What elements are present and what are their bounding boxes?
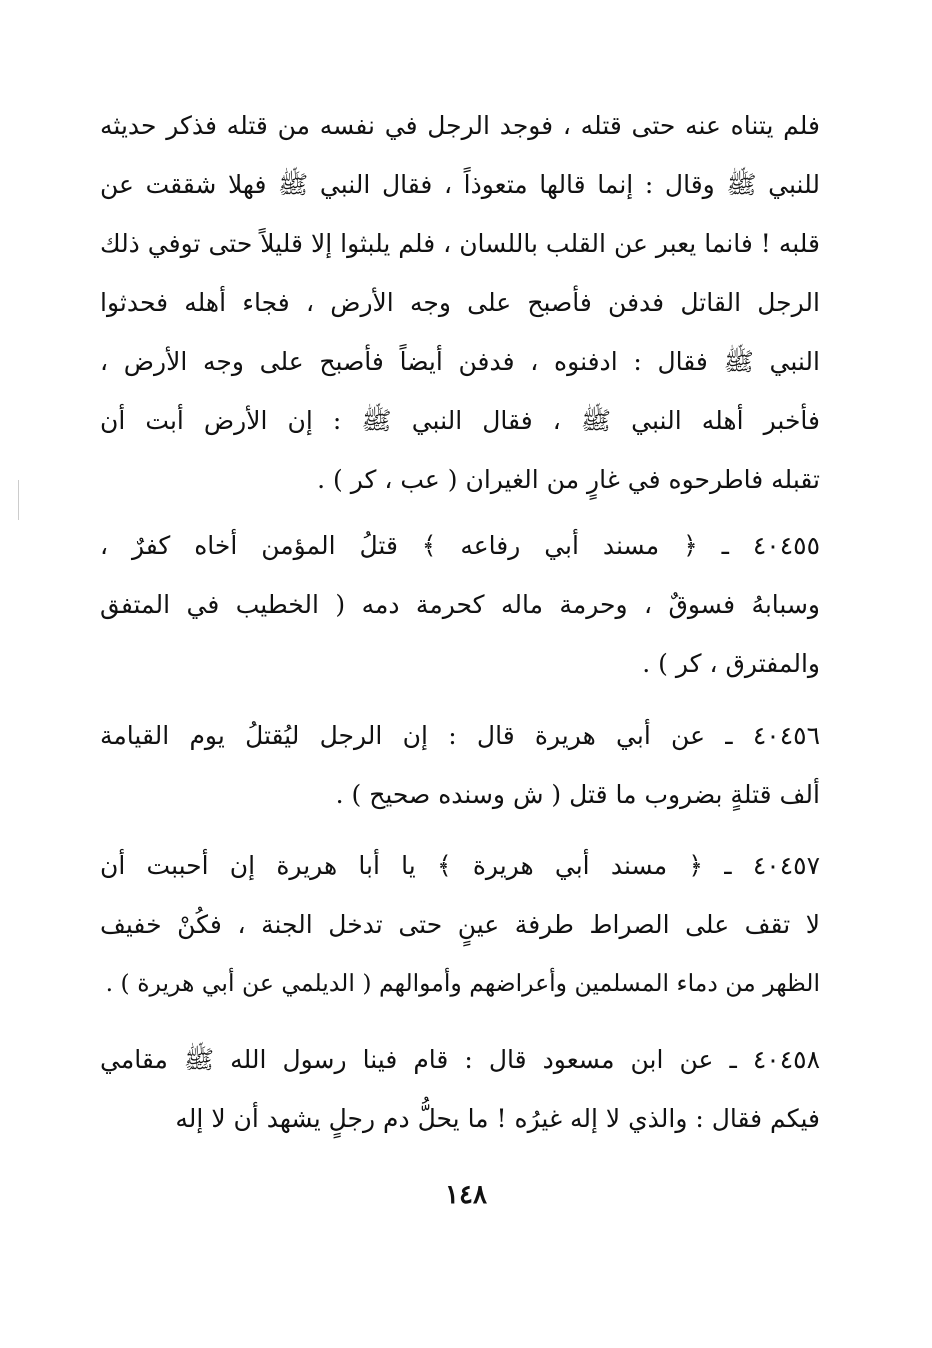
text-line: ٤٠٤٥٧ ـ ﴿ مسند أبي هريرة ﴾ يا أبا هريرة إن أحببت أن xyxy=(100,851,820,880)
text-line: فيكم فقال : والذي لا إله غيرُه ! ما يحلُّ دم رجلٍ يشهد أن لا إله xyxy=(175,1104,820,1133)
scan-edge-mark xyxy=(18,480,19,520)
text-line: النبي ﷺ فقال : ادفنوه ، فدفن أيضاً فأصبح على وجه الأرض ، xyxy=(100,347,820,376)
text-line: فأخبر أهله النبي ﷺ ، فقال النبي ﷺ : إن الأرض أبت أن xyxy=(100,406,820,435)
text-line: وسبابهُ فسوقٌ ، وحرمة ماله كحرمة دمه ( الخطيب في المتفق xyxy=(100,590,820,619)
text-line: للنبي ﷺ وقال : إنما قالها متعوذاً ، فقال النبي ﷺ فهلا شققت عن xyxy=(100,170,820,199)
text-line: ٤٠٤٥٥ ـ ﴿ مسند أبي رفاعه ﴾ قتلُ المؤمن أخاه كفرٌ ، xyxy=(100,531,820,560)
text-line: لا تقف على الصراط طرفة عينٍ حتى تدخل الجنة ، فكُنْ خفيف xyxy=(100,910,820,939)
hadith-40458 xyxy=(100,1030,820,1148)
hadith-40455 xyxy=(100,516,820,693)
hadith-40457 xyxy=(100,836,820,1013)
text-line: تقبله فاطرحوه في غارٍ من الغيران ( عب ، كر ) . xyxy=(317,465,820,494)
text-line: قلبه ! فانما يعبر عن القلب باللسان ، فلم يلبثوا إلا قليلاً حتى توفي ذلك xyxy=(100,229,820,258)
text-line: الظهر من دماء المسلمين وأعراضهم وأموالهم ( الديلمي عن أبي هريرة ) . xyxy=(105,969,820,997)
text-line: الرجل القاتل فدفن فأصبح على وجه الأرض ، فجاء أهله فحدثوا xyxy=(100,288,820,317)
page-number: ١٤٨ xyxy=(445,1180,487,1210)
text-line: ٤٠٤٥٦ ـ عن أبي هريرة قال : إن الرجل ليُقتلُ يوم القيامة xyxy=(100,721,820,750)
text-line: فلم يتناه عنه حتى قتله ، فوجد الرجل في نفسه من قتله فذكر حديثه xyxy=(100,111,820,140)
hadith-40456 xyxy=(100,706,820,824)
paragraph-1 xyxy=(100,96,820,509)
text-line: ٤٠٤٥٨ ـ عن ابن مسعود قال : قام فينا رسول الله ﷺ مقامي xyxy=(100,1045,820,1074)
text-line: ألف قتلةٍ بضروب ما قتل ( ش وسنده صحيح ) . xyxy=(335,780,820,809)
text-line: والمفترق ، كر ) . xyxy=(642,649,820,678)
